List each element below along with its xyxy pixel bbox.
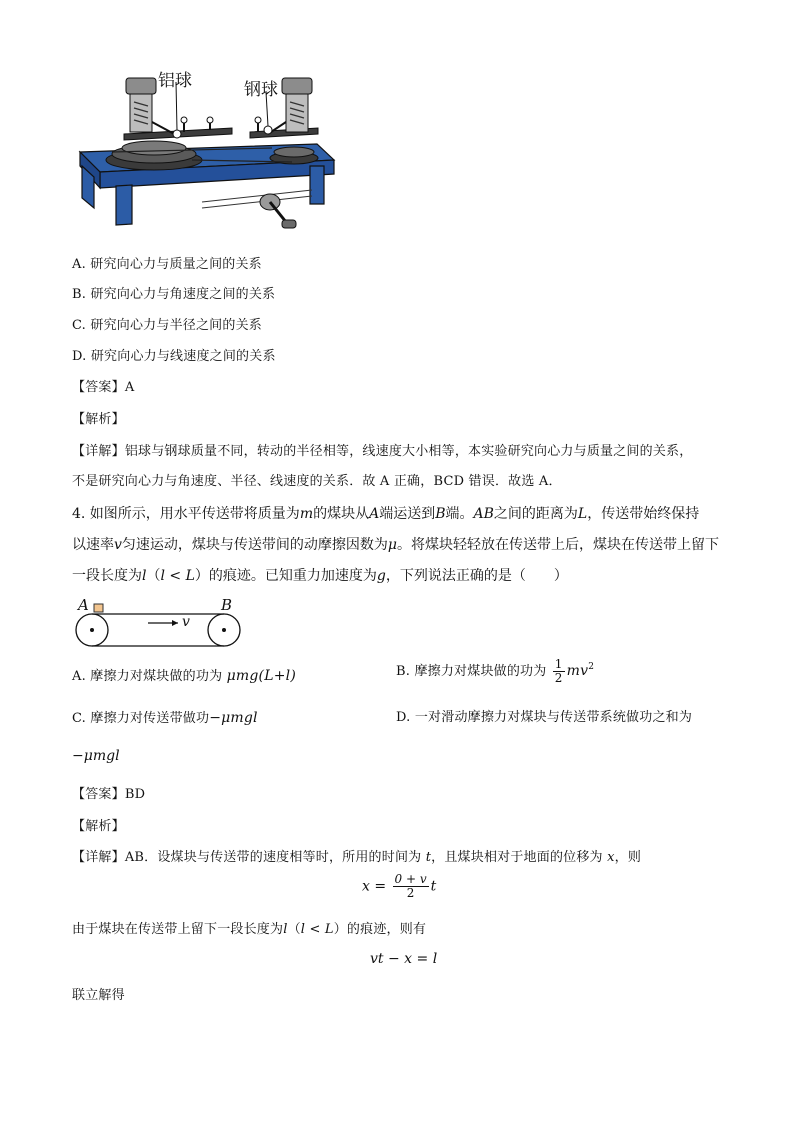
option-text: 摩擦力对传送带做功	[90, 711, 210, 726]
option-text: 研究向心力与线速度之间的关系	[90, 349, 276, 364]
point-a-symbol: A	[369, 506, 380, 522]
exponent: 2	[588, 662, 595, 672]
stem-text: ，下列说法正确的是（ ）	[385, 568, 568, 584]
option-text: 研究向心力与半径之间的关系	[90, 318, 262, 333]
q4-stem-line2	[72, 535, 719, 555]
condition-expression: l < L	[300, 922, 334, 937]
detail-text: （	[287, 922, 301, 937]
stem-text: ，传送带始终保持	[587, 506, 700, 522]
fraction-denominator: 2	[406, 886, 415, 900]
time-symbol: t	[425, 850, 432, 865]
option-math: −μmgl	[209, 710, 258, 726]
stem-text: 匀速运动，煤块与传送带间的动摩擦因数为	[121, 537, 388, 553]
steel-ball-label: 钢球	[244, 80, 278, 100]
q4-answer	[72, 786, 145, 804]
q4-option-a	[72, 667, 296, 686]
option-text: 研究向心力与角速度之间的关系	[90, 287, 276, 302]
belt-label-b: B	[221, 596, 233, 614]
option-letter: B.	[396, 664, 411, 679]
answer-label: 【答案】	[72, 380, 125, 395]
option-letter: C.	[72, 711, 87, 726]
stem-text: 端运送到	[379, 506, 436, 522]
option-letter: C.	[72, 318, 87, 333]
q4-option-d	[396, 709, 692, 727]
trace-length-symbol: l	[142, 568, 147, 584]
option-letter: A.	[72, 257, 86, 272]
equation-lhs: x =	[362, 878, 387, 895]
equation-2: vt − x = l	[370, 951, 438, 967]
aluminum-ball-label: 铝球	[158, 71, 192, 91]
displacement-symbol: x	[607, 850, 615, 865]
q3-answer	[72, 379, 134, 397]
option-letter: D.	[396, 710, 411, 725]
q4-stem-line3	[72, 566, 568, 586]
equation-time: t	[430, 878, 437, 895]
stem-text: 4. 如图所示，用水平传送带将质量为	[72, 506, 300, 522]
coal-block	[94, 604, 103, 612]
q4-detail-line2	[72, 921, 426, 939]
detail-text: 由于煤块在传送带上留下一段长度为	[72, 922, 284, 937]
q4-stem-line1	[72, 504, 699, 524]
equation-fraction	[393, 873, 429, 900]
stem-text: 。将煤块轻轻放在传送带上后，煤块在传送带上留下	[397, 537, 720, 553]
detail-text: ）的痕迹，则有	[333, 922, 427, 937]
detail-text: ，则	[614, 850, 642, 865]
q3-detail-line1	[72, 443, 692, 461]
option-letter: B.	[72, 287, 87, 302]
equation-1	[362, 873, 436, 900]
ab-symbol: AB	[473, 506, 494, 522]
answer-value: A	[124, 380, 135, 395]
stem-text: 端。	[445, 506, 474, 522]
detail-text: AB．设煤块与传送带的速度相等时，所用的时间为	[124, 850, 422, 865]
q3-analysis-label: 【解析】	[72, 412, 125, 427]
trace-length-symbol: l	[283, 922, 288, 937]
detail-text: ，且煤块相对于地面的位移为	[431, 850, 603, 865]
belt-label-a: A	[78, 596, 89, 614]
option-text: 一对滑动摩擦力对煤块与传送带系统做功之和为	[414, 710, 693, 725]
stem-text: （	[146, 568, 161, 584]
q3-option-d	[72, 348, 276, 366]
detail-label: 【详解】	[72, 444, 125, 459]
stem-text: ）的痕迹。已知重力加速度为	[194, 568, 377, 584]
option-letter: A.	[72, 669, 86, 684]
q3-option-c	[72, 317, 262, 335]
stem-text: 的煤块从	[313, 506, 370, 522]
q4-option-b	[396, 658, 594, 685]
speed-symbol: v	[114, 537, 122, 553]
answer-value: BD	[124, 787, 146, 802]
q4-option-c	[72, 709, 258, 728]
q3-option-b	[72, 286, 275, 304]
point-b-symbol: B	[435, 506, 446, 522]
q3-option-a	[72, 256, 262, 274]
gravity-symbol: g	[376, 568, 386, 584]
q4-analysis-label: 【解析】	[72, 819, 125, 834]
detail-text: 铝球与钢球质量不同，转动的半径相等，线速度大小相等，本实验研究向心力与质量之间的关系，	[124, 444, 693, 459]
option-math: mv	[566, 663, 589, 679]
stem-text: 一段长度为	[72, 568, 142, 584]
stem-text: 之间的距离为	[493, 506, 578, 522]
mass-symbol: m	[299, 506, 314, 522]
stem-text: 以速率	[72, 537, 114, 553]
half-fraction	[553, 658, 565, 685]
answer-label: 【答案】	[72, 787, 125, 802]
detail-label: 【详解】	[72, 850, 125, 865]
centripetal-apparatus-figure	[72, 62, 342, 242]
fraction-numerator: 1	[554, 657, 563, 671]
mu-symbol: μ	[387, 537, 398, 553]
option-letter: D.	[72, 349, 87, 364]
q3-detail-line2: 不是研究向心力与角速度、半径、线速度的关系．故 A 正确，BCD 错误．故选 A．	[72, 474, 562, 489]
belt-label-v: v	[182, 614, 190, 630]
q4-detail-line3: 联立解得	[72, 988, 125, 1003]
condition-expression: l < L	[160, 568, 195, 584]
option-text: 摩擦力对煤块做的功为	[414, 664, 547, 679]
fraction-numerator: 0 + v	[394, 872, 427, 886]
option-text: 摩擦力对煤块做的功为	[90, 669, 223, 684]
q4-detail-line1	[72, 849, 641, 867]
fraction-denominator: 2	[554, 671, 563, 685]
option-text: 研究向心力与质量之间的关系	[90, 257, 262, 272]
length-symbol: L	[577, 506, 588, 522]
q4-option-d-math: −μmgl	[72, 748, 120, 764]
option-math: μmg(L+l)	[226, 668, 296, 684]
